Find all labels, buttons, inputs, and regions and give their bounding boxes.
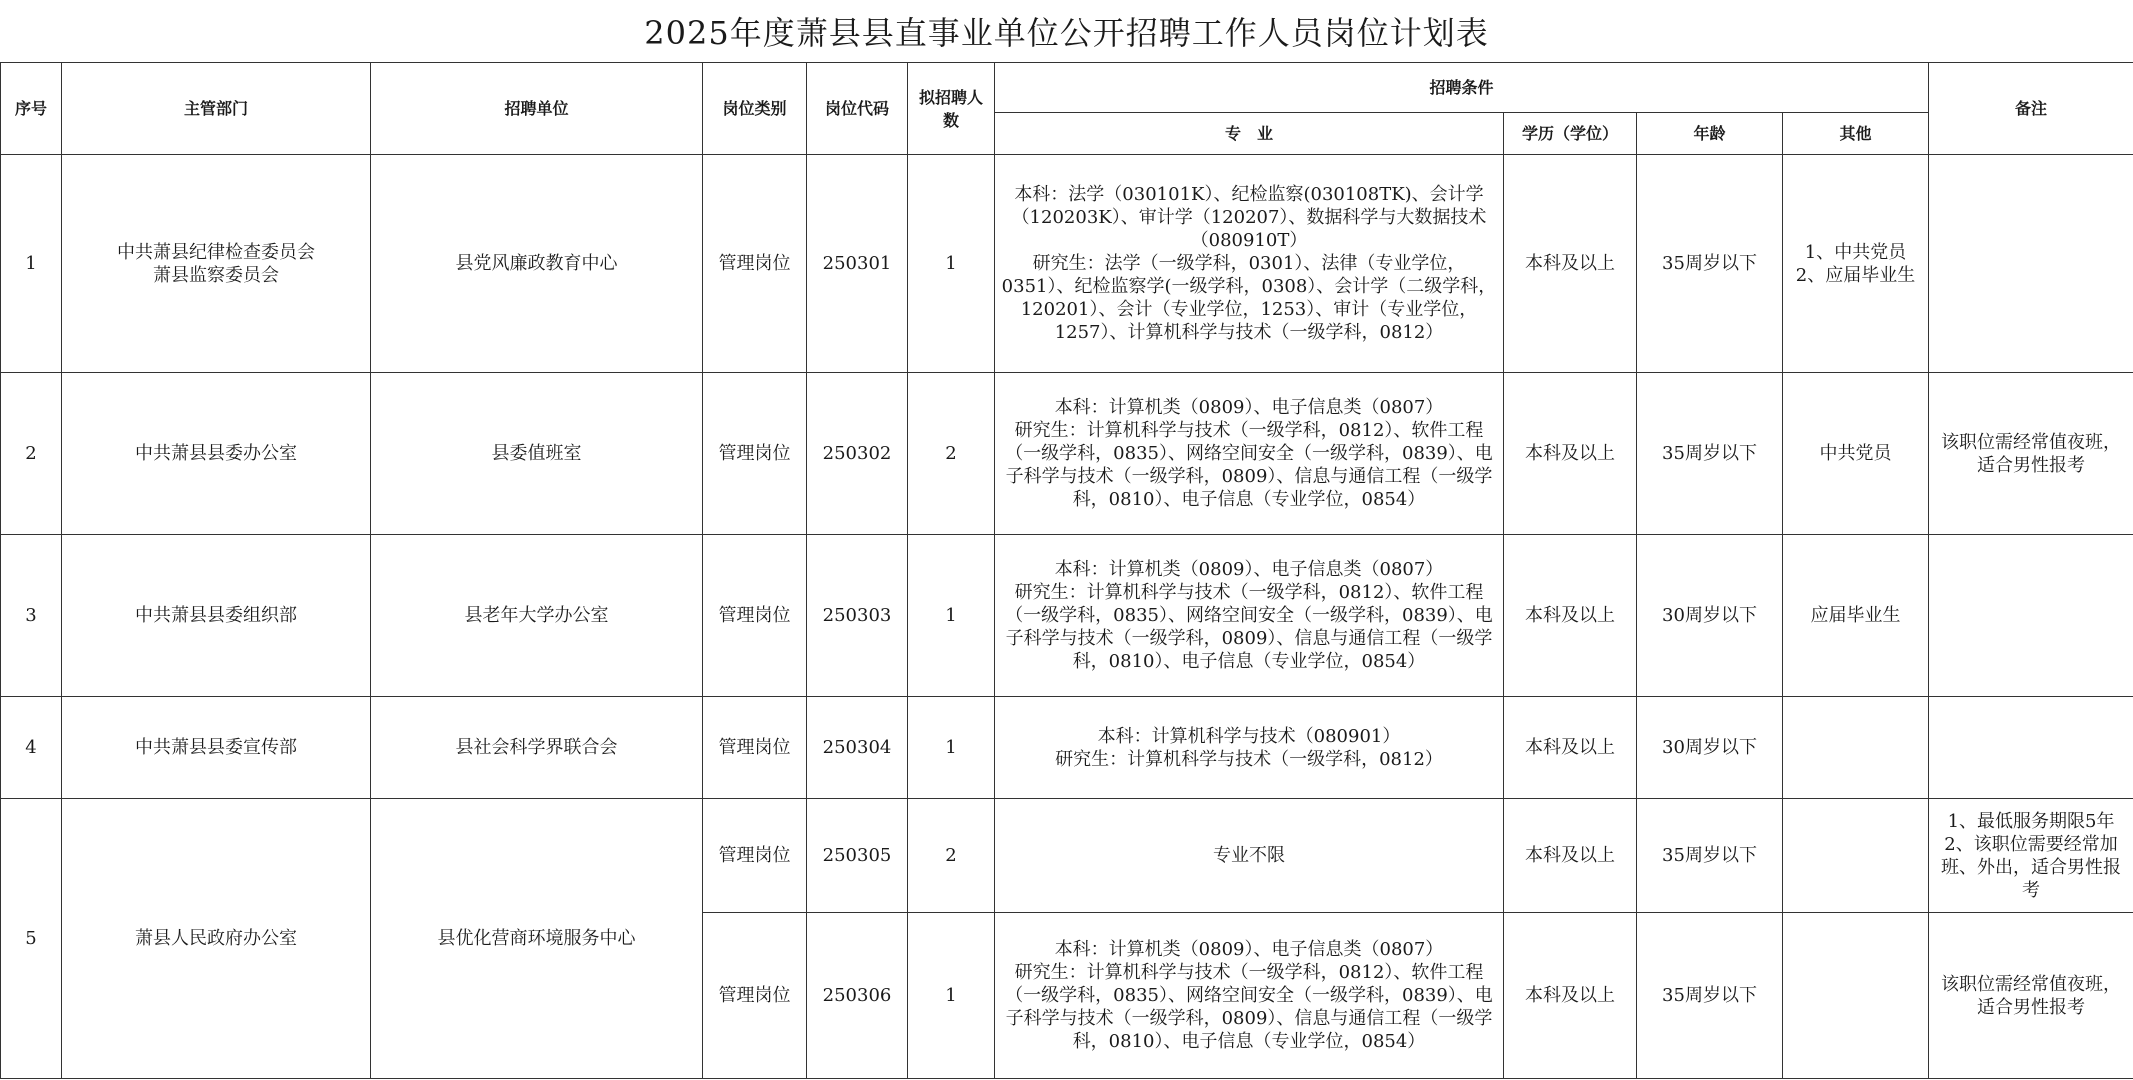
cell-age: 30周岁以下 [1637,697,1783,799]
cell-code: 250305 [807,799,908,913]
cell-other [1783,799,1929,913]
cell-unit: 县优化营商环境服务中心 [371,799,703,1079]
cell-dept: 萧县人民政府办公室 [62,799,371,1079]
cell-age: 35周岁以下 [1637,373,1783,535]
cell-code: 250304 [807,697,908,799]
table-row [1,373,2133,535]
cell-category: 管理岗位 [703,697,807,799]
header-dept: 主管部门 [62,63,371,155]
cell-other: 应届毕业生 [1783,535,1929,697]
major-graduate: 研究生：计算机科学与技术（一级学科，0812）、软件工程（一级学科，0835）、网络空间安全（一级学科，0839）、电子科学与技术（一级学科，0809）、信息与通信工程（一级学科，0810）、电子信息（专业学位，0854） [1005,582,1493,672]
cell-seq: 3 [1,535,62,697]
cell-other [1783,155,1929,373]
header-age: 年龄 [1637,113,1783,155]
cell-education: 本科及以上 [1504,155,1637,373]
major-undergrad: 本科：计算机科学与技术（080901） [1097,725,1401,747]
cell-remark [1929,535,2133,697]
header-unit: 招聘单位 [371,63,703,155]
cell-age: 35周岁以下 [1637,155,1783,373]
cell-count: 2 [908,373,995,535]
cell-category: 管理岗位 [703,535,807,697]
cell-major [995,697,1504,799]
cell-other [1783,697,1929,799]
cell-education: 本科及以上 [1504,913,1637,1079]
cell-unit: 县社会科学界联合会 [371,697,703,799]
cell-count: 1 [908,697,995,799]
header-conditions: 招聘条件 [995,63,1929,113]
header-category: 岗位类别 [703,63,807,155]
header-education: 学历（学位） [1504,113,1637,155]
cell-dept: 中共萧县县委宣传部 [62,697,371,799]
header-seq: 序号 [1,63,62,155]
other-line: 1、中共党员 [1804,241,1907,263]
cell-unit: 县党风廉政教育中心 [371,155,703,373]
cell-remark: 1、最低服务期限5年 2、该职位需要经常加班、外出，适合男性报考 [1929,799,2133,913]
header-major: 专 业 [995,113,1504,155]
table-row [1,535,2133,697]
cell-unit: 县委值班室 [371,373,703,535]
job-plan-table [0,62,2133,1079]
major-undergrad: 本科：计算机类（0809）、电子信息类（0807） [1054,559,1444,580]
header-other: 其他 [1783,113,1929,155]
cell-dept [62,155,371,373]
major-undergrad: 本科：计算机类（0809）、电子信息类（0807） [1054,939,1444,960]
cell-age: 30周岁以下 [1637,535,1783,697]
cell-education: 本科及以上 [1504,697,1637,799]
cell-count: 2 [908,799,995,913]
cell-remark [1929,697,2133,799]
major-undergrad: 本科：法学（030101K）、纪检监察(030108TK)、会计学（120203K）、审计学（120207）、数据科学与大数据技术（080910T） [1011,184,1487,251]
cell-remark [1929,155,2133,373]
cell-seq: 5 [1,799,62,1079]
cell-code: 250301 [807,155,908,373]
cell-category: 管理岗位 [703,373,807,535]
table-row [1,155,2133,373]
major-graduate: 研究生：计算机科学与技术（一级学科，0812）、软件工程（一级学科，0835）、网络空间安全（一级学科，0839）、电子科学与技术（一级学科，0809）、信息与通信工程（一级学科，0810）、电子信息（专业学位，0854） [1005,962,1493,1052]
cell-dept: 中共萧县县委办公室 [62,373,371,535]
header-code: 岗位代码 [807,63,908,155]
cell-category: 管理岗位 [703,155,807,373]
cell-age: 35周岁以下 [1637,799,1783,913]
cell-remark: 该职位需经常值夜班，适合男性报考 [1929,373,2133,535]
dept-line: 中共萧县纪律检查委员会 [117,241,315,263]
cell-dept: 中共萧县县委组织部 [62,535,371,697]
cell-unit: 县老年大学办公室 [371,535,703,697]
cell-category: 管理岗位 [703,799,807,913]
cell-remark: 该职位需经常值夜班，适合男性报考 [1929,913,2133,1079]
header-remark: 备注 [1929,63,2133,155]
cell-age: 35周岁以下 [1637,913,1783,1079]
cell-education: 本科及以上 [1504,373,1637,535]
cell-code: 250306 [807,913,908,1079]
cell-other [1783,913,1929,1079]
cell-seq: 2 [1,373,62,535]
cell-count: 1 [908,913,995,1079]
major-graduate: 研究生：法学（一级学科，0301）、法律（专业学位，0351）、纪检监察学(一级学科，0308）、会计学（二级学科，120201）、会计（专业学位，1253）、审计（专业学位，1257）、计算机科学与技术（一级学科，0812） [1001,253,1497,343]
header-row [1,63,2133,113]
cell-code: 250303 [807,535,908,697]
cell-category: 管理岗位 [703,913,807,1079]
cell-education: 本科及以上 [1504,799,1637,913]
cell-other: 中共党员 [1783,373,1929,535]
cell-seq: 1 [1,155,62,373]
major-undergrad: 本科：计算机类（0809）、电子信息类（0807） [1054,397,1444,418]
cell-code: 250302 [807,373,908,535]
cell-major [995,913,1504,1079]
cell-count: 1 [908,535,995,697]
cell-count: 1 [908,155,995,373]
major-graduate: 研究生：计算机科学与技术（一级学科，0812）、软件工程（一级学科，0835）、网络空间安全（一级学科，0839）、电子科学与技术（一级学科，0809）、信息与通信工程（一级学科，0810）、电子信息（专业学位，0854） [1005,420,1493,510]
cell-major [995,535,1504,697]
dept-line: 萧县监察委员会 [153,264,279,286]
cell-seq: 4 [1,697,62,799]
cell-major [995,373,1504,535]
page-title: 2025年度萧县县直事业单位公开招聘工作人员岗位计划表 [644,14,1489,52]
other-line: 2、应届毕业生 [1795,264,1916,286]
cell-major [995,155,1504,373]
table-row [1,697,2133,799]
cell-major: 专业不限 [995,799,1504,913]
cell-education: 本科及以上 [1504,535,1637,697]
major-graduate: 研究生：计算机科学与技术（一级学科，0812） [1055,748,1443,770]
table-row [1,799,2133,913]
header-count: 拟招聘人数 [908,63,995,155]
